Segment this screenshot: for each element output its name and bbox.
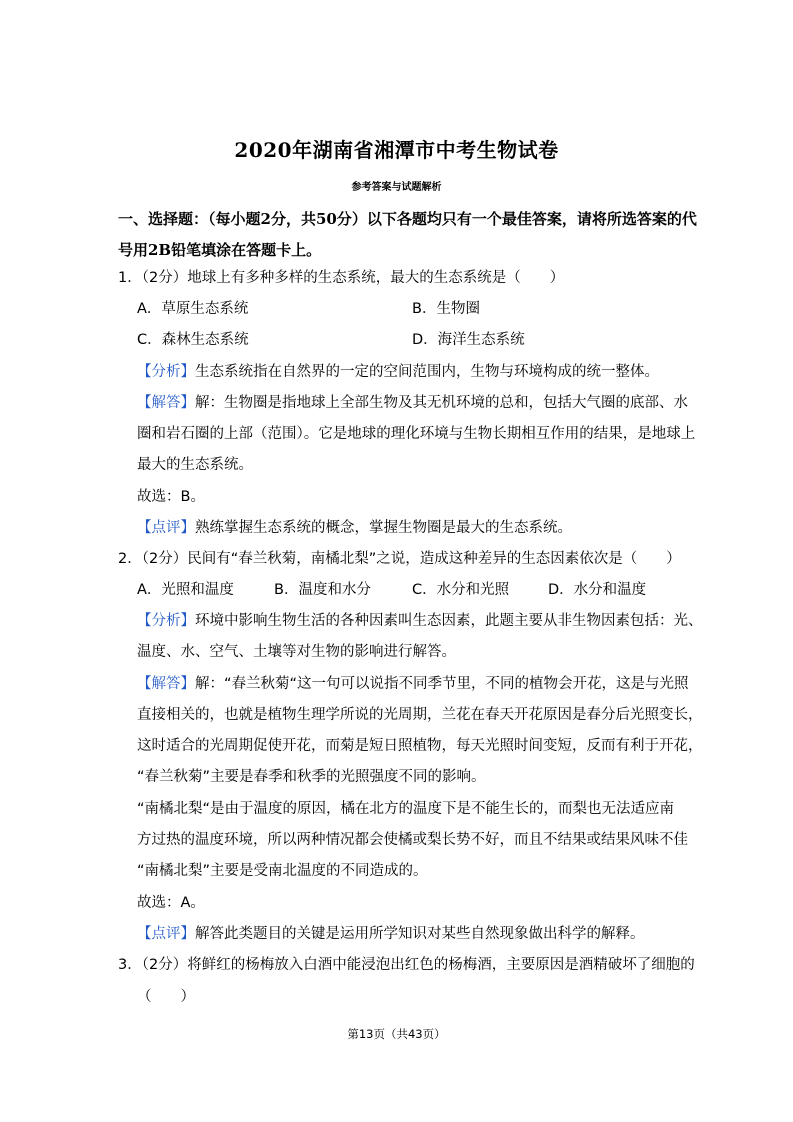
q1-option-c: C．森林生态系统 <box>137 332 249 348</box>
q2-comment-text: 解答此类题目的关键是运用所学知识对某些自然现象做出科学的解释。 <box>195 926 645 942</box>
q1-option-b: B．生物圈 <box>412 301 480 317</box>
q2-answer-line-1 <box>137 674 689 694</box>
q1-answer-line-1 <box>137 393 688 413</box>
q2-answer-text-1: 解：“春兰秋菊“这一句可以说指不同季节里，不同的植物会开花，这是与光照 <box>195 676 689 692</box>
q1-analysis <box>137 362 659 382</box>
q2-option-b: B．温度和水分 <box>274 582 371 598</box>
q2-answer-line-3: 这时适合的光周期促使开花，而菊是短日照植物，每天光照时间变短，反而有利于开花， <box>137 738 703 754</box>
answer-tag: 【解答】 <box>137 395 195 411</box>
analysis-tag: 【分析】 <box>137 613 195 629</box>
q2-options <box>137 580 697 600</box>
q3-stem: 3．（2分）将鲜红的杨梅放入白酒中能浸泡出红色的杨梅酒，主要原因是酒精破坏了细胞的 <box>118 957 695 973</box>
comment-tag: 【点评】 <box>137 520 195 536</box>
page-footer: 第13页（共43页） <box>347 1027 446 1041</box>
section-heading-line-2: 号用2B铅笔填涂在答题卡上。 <box>118 241 322 259</box>
q2-analysis-line-2: 温度、水、空气、土壤等对生物的影响进行解答。 <box>137 644 456 660</box>
q2-answer-line-4: “春兰秋菊”主要是春季和秋季的光照强度不同的影响。 <box>137 769 486 785</box>
q1-answer-line-2: 圈和岩石圈的上部（范围）。它是地球的理化环境与生物长期相互作用的结果，是地球上 <box>137 426 696 442</box>
q2-answer-line-7: “南橘北梨”主要是受南北温度的不同造成的。 <box>137 863 428 879</box>
q3-paren: （ ） <box>137 989 195 1005</box>
q1-option-a: A．草原生态系统 <box>137 301 249 317</box>
q2-analysis-text-1: 环境中影响生物生活的各种因素叫生态因素，此题主要从非生物因素包括：光、 <box>195 613 703 629</box>
q2-option-a: A．光照和温度 <box>137 582 234 598</box>
q1-answer-text-1: 解：生物圈是指地球上全部生物及其无机环境的总和，包括大气圈的底部、水 <box>195 395 688 411</box>
page-subtitle: 参考答案与试题解析 <box>351 182 442 193</box>
q2-option-c: C．水分和光照 <box>412 582 510 598</box>
q2-answer-line-2: 直接相关的，也就是植物生理学所说的光周期，兰花在春天开花原因是春分后光照变长， <box>137 707 703 723</box>
q2-analysis-line-1 <box>137 611 703 631</box>
answer-tag: 【解答】 <box>137 676 195 692</box>
q1-comment-text: 熟练掌握生态系统的概念，掌握生物圈是最大的生态系统。 <box>195 520 572 536</box>
q2-choice: 故选：A。 <box>137 895 205 911</box>
q2-answer-line-6: 方过热的温度环境，所以两种情况都会使橘或梨长势不好，而且不结果或结果风味不佳 <box>137 832 688 848</box>
analysis-tag: 【分析】 <box>137 364 195 380</box>
q2-answer-line-5: “南橘北梨“是由于温度的原因，橘在北方的温度下是不能生长的，而梨也无法适应南 <box>137 801 675 817</box>
q1-option-d: D．海洋生态系统 <box>412 332 525 348</box>
section-heading <box>118 204 698 266</box>
page-title: 2020年湖南省湘潭市中考生物试卷 <box>234 138 559 162</box>
q2-option-d: D．水分和温度 <box>548 582 647 598</box>
q1-comment <box>137 518 572 538</box>
q2-stem: 2．（2分）民间有“春兰秋菊，南橘北梨”之说，造成这种差异的生态因素依次是（ ） <box>118 551 681 567</box>
comment-tag: 【点评】 <box>137 926 195 942</box>
q1-analysis-text: 生态系统指在自然界的一定的空间范围内，生物与环境构成的统一整体。 <box>195 364 659 380</box>
section-heading-line-1: 一、选择题：（每小题2分，共50分）以下各题均只有一个最佳答案，请将所选答案的代 <box>118 210 697 228</box>
q1-choice: 故选：B。 <box>137 489 205 505</box>
q1-stem: 1．（2分）地球上有多种多样的生态系统，最大的生态系统是（ ） <box>118 270 565 286</box>
q1-answer-line-3: 最大的生态系统。 <box>137 457 253 473</box>
q2-comment <box>137 924 645 944</box>
